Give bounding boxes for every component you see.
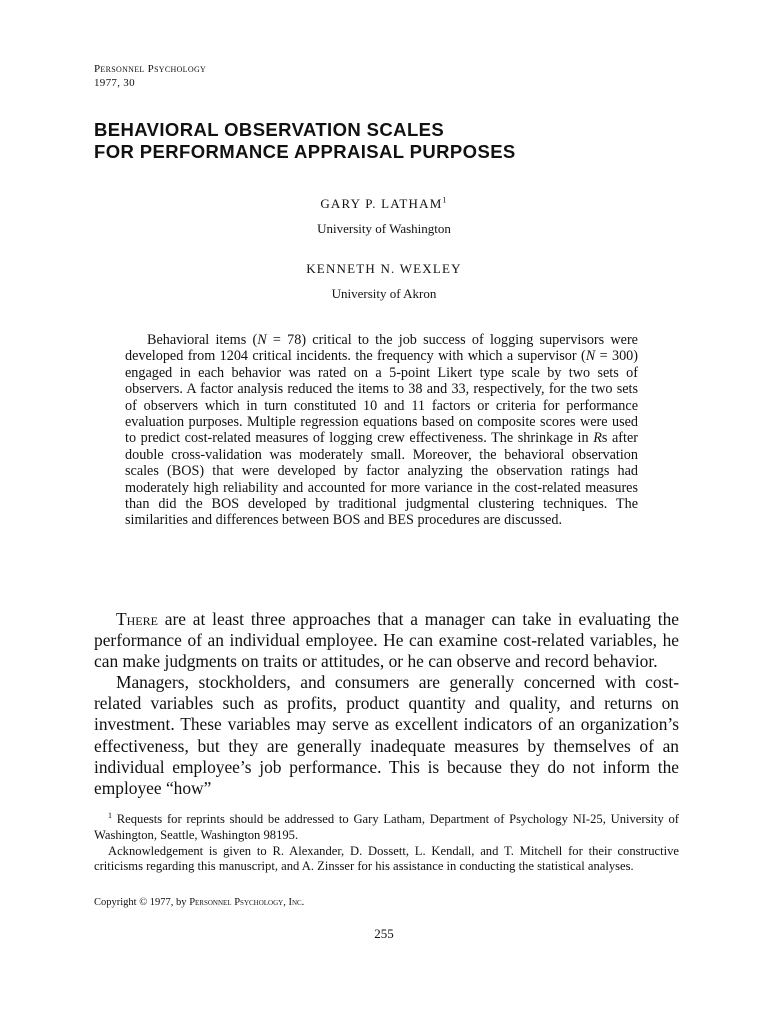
author-1 — [0, 196, 768, 212]
author-2-affiliation: University of Akron — [331, 286, 437, 301]
page-number: 255 — [374, 926, 394, 941]
abstract — [125, 332, 638, 529]
author-1-name: GARY P. LATHAM — [320, 196, 443, 211]
copyright-line — [94, 896, 304, 909]
copyright-publisher: Personnel Psychology, Inc. — [189, 897, 305, 908]
title-line-2: FOR PERFORMANCE APPRAISAL PURPOSES — [94, 141, 516, 162]
body-paragraph-2: Managers, stockholders, and consumers are generally concerned with cost-related variables such as profits, product quantity and quality, and returns on investment. These variables may serve as excellent indicators of an organization’s effectiveness, but they are generally inadequate measures by themselves of an individual employee’s job performance. This is because they do not inform the employee “how” — [94, 672, 679, 798]
footnote-2: Acknowledgement is given to R. Alexander, D. Dossett, L. Kendall, and T. Mitchell for their constructive criticisms regarding this manuscript, and A. Zinsser for his assistance in conducting the statistical analyses. — [94, 843, 679, 874]
journal-volume: 1977, 30 — [94, 77, 135, 89]
abstract-r-symbol: R — [593, 430, 602, 447]
footnotes — [94, 812, 679, 875]
journal-name: Personnel Psychology — [94, 63, 207, 75]
abstract-text: s after double cross-validation was moderately small. Moreover, the behavioral observation scales (BOS) that were developed by factor analyzing the observation ratings had moderately high reliability and accounted for more variance in the cost-related measures than did the BOS developed by traditional judgmental clustering techniques. The similarities and differences between BOS and BES procedures are discussed. — [125, 430, 638, 529]
title-line-1: BEHAVIORAL OBSERVATION SCALES — [94, 119, 445, 140]
abstract-n-symbol: N — [585, 348, 596, 365]
footnote-1 — [94, 812, 679, 844]
footnote-1-mark: 1 — [108, 810, 112, 820]
body-paragraph-1 — [94, 609, 679, 672]
author-2-name: KENNETH N. WEXLEY — [306, 261, 462, 276]
abstract-text: Behavioral items ( — [147, 332, 258, 348]
article-title — [94, 119, 694, 163]
copyright-prefix: Copyright © 1977, by — [94, 897, 190, 908]
body-text — [94, 609, 679, 799]
abstract-text: = 78) critical to the job success of logging supervisors were developed from 1204 critical incidents. the frequency with which a supervisor ( — [125, 332, 638, 365]
footnote-1-text: Requests for reprints should be addressed to Gary Latham, Department of Psychology NI-25, University of Washington, Seattle, Washington 98195. — [94, 812, 679, 842]
abstract-n-symbol: N — [257, 332, 267, 348]
lead-in-word: There — [116, 609, 158, 629]
author-1-affiliation: University of Washington — [317, 221, 451, 236]
abstract-paragraph — [125, 332, 638, 529]
paragraph-text: are at least three approaches that a manager can take in evaluating the performance of an individual employee. He can examine cost-related variables, he can make judgments on traits or attitudes, or he can observe and record behavior. — [94, 609, 679, 672]
journal-header — [94, 62, 206, 90]
abstract-text: = 300) engaged in each behavior was rated on a 5-point Likert type scale by two sets of observers. A factor analysis reduced the items to 38 and 33, respectively, for the two sets of observers which in turn constituted 10 and 11 factors or criteria for performance evaluation purposes. Multiple regression equations based on composite scores were used to predict cost-related measures of logging crew effectiveness. The shrinkage in — [125, 348, 638, 447]
author-2 — [0, 261, 768, 277]
author-1-footnote-mark: 1 — [442, 195, 448, 205]
